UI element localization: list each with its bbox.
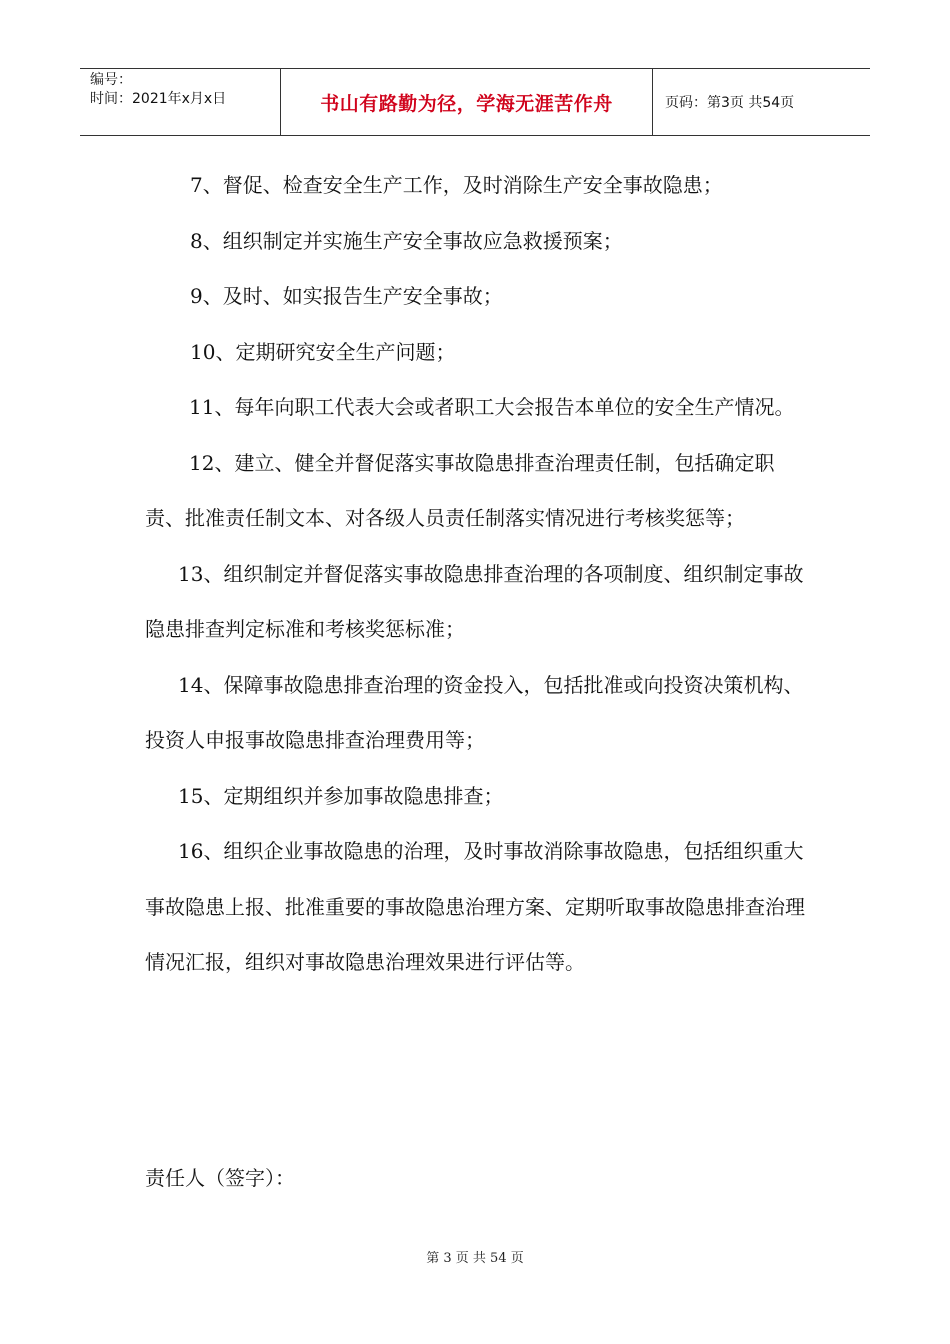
paragraph-7: 7、督促、检查安全生产工作，及时消除生产安全事故隐患； [190, 173, 723, 197]
document-number-label: 编号： [90, 72, 132, 88]
document-time-label: 时间：2021年x月x日 [90, 91, 227, 107]
page-header [80, 68, 870, 136]
paragraph-16: 16、组织企业事故隐患的治理，及时事故消除事故隐患，包括组织重大事故隐患上报、批准重要的事故隐患治理方案、定期听取事故隐患排查治理情况汇报，组织对事故隐患治理效果进行评估等。 [145, 839, 805, 974]
paragraph-8: 8、组织制定并实施生产安全事故应急救援预案； [190, 228, 623, 253]
header-motto: 书山有路勤为径，学海无涯苦作舟 [281, 69, 653, 135]
paragraph-11: 11、每年向职工代表大会或者职工大会报告本单位的安全生产情况。 [189, 395, 795, 419]
page-footer: 第 3 页 共 54 页 [426, 1251, 524, 1266]
header-page-info: 页码：第3页 共54页 [665, 95, 795, 111]
paragraph-14: 14、保障事故隐患排查治理的资金投入，包括批准或向投资决策机构、投资人申报事故隐患排查治理费用等； [145, 672, 804, 752]
header-meta [80, 69, 281, 135]
paragraph-9: 9、及时、如实报告生产安全事故； [190, 284, 503, 308]
document-body [145, 158, 805, 991]
paragraph-12: 12、建立、健全并督促落实事故隐患排查治理责任制，包括确定职责、批准责任制文本、对各级人员责任制落实情况进行考核奖惩等； [145, 450, 775, 530]
paragraph-10: 10、定期研究安全生产问题； [190, 339, 456, 364]
paragraph-15: 15、定期组织并参加事故隐患排查； [178, 783, 504, 808]
paragraph-13: 13、组织制定并督促落实事故隐患排查治理的各项制度、组织制定事故隐患排查判定标准和考核奖惩标准； [145, 561, 804, 641]
signature-line: 责任人（签字）： [145, 1166, 295, 1190]
